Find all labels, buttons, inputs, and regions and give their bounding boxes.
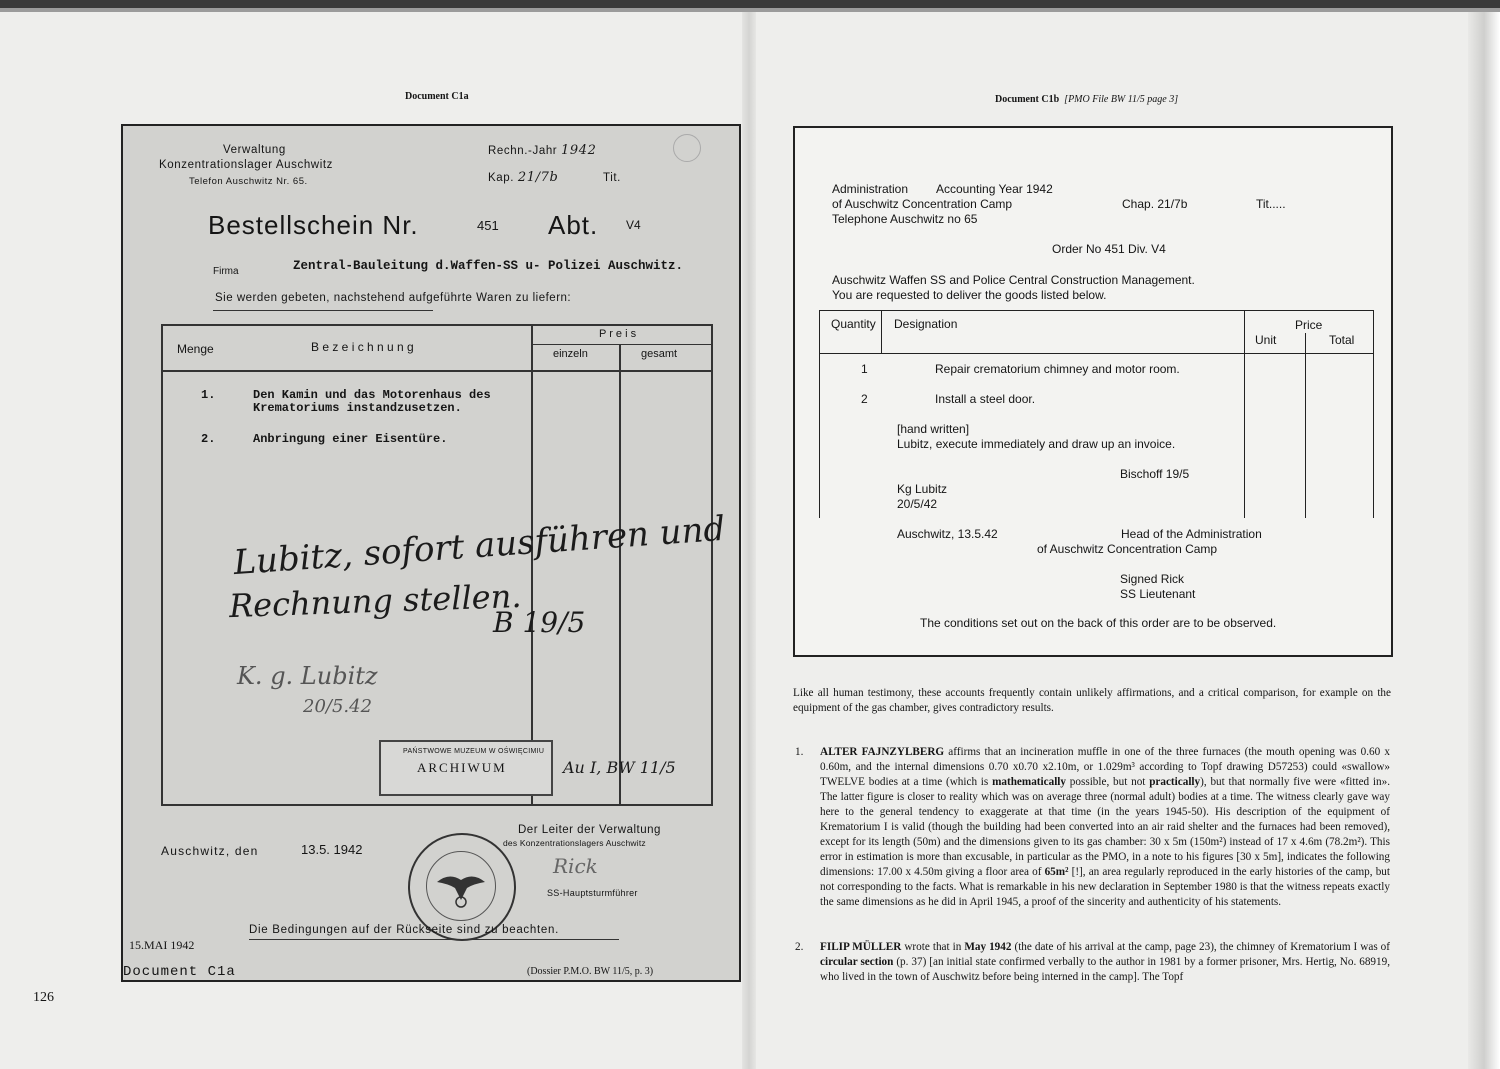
tr-request: You are requested to deliver the goods listed below. [832, 288, 1107, 302]
tr-r2-qty: 2 [861, 392, 868, 406]
scan-kap: Kap. 21/7b [488, 170, 559, 185]
scan-doc-label: Document C1a [123, 964, 236, 980]
tr-kg-date: 20/5/42 [897, 497, 938, 511]
row1-line2: Krematoriums instandzusetzen. [253, 401, 462, 415]
scan-conditions: Die Bedingungen auf der Rückseite sind zu beachten. [249, 924, 559, 936]
row1-line1: Den Kamin und das Motorenhaus des [253, 388, 491, 402]
seal-eagle-icon [426, 851, 496, 921]
tr-hw1: [hand written] [897, 422, 970, 436]
scan-admin: Verwaltung [223, 144, 286, 156]
scan-place: Auschwitz, den [161, 844, 259, 858]
translation-box [793, 126, 1393, 657]
item2-text: FILIP MÜLLER wrote that in May 1942 (the date of his arrival at the camp, page 23), the chimney of Krematorium I was of circular section (p. 37) [an initial state confirmed verbally to the author in 1981 by a former prisoner, Mrs. Hertig, No. 68919, who lived in the town of Auschwitz before being interned in the camp]. The Topf [820, 941, 1391, 983]
col-bezeichnung: B e z e i c h n u n g [311, 340, 414, 354]
handwriting-signature: B 19/5 [493, 606, 586, 639]
tr-col-total: Total [1329, 333, 1355, 347]
request-underline [213, 310, 433, 311]
caption-left: Document C1a [405, 91, 469, 102]
tr-admin: Administration [832, 182, 909, 196]
page-right-edge [1468, 12, 1500, 1069]
tr-r1-qty: 1 [861, 362, 868, 376]
col-gesamt: gesamt [641, 348, 678, 360]
scan-abt-label: Abt. [548, 210, 599, 240]
page-number: 126 [33, 990, 54, 1005]
tr-conditions: The conditions set out on the back of this order are to be observed. [920, 616, 1277, 630]
tr-chap: Chap. 21/7b [1122, 197, 1188, 211]
handwriting-kg: K. g. Lubitz [237, 662, 378, 690]
scan-order-title: Bestellschein Nr. [208, 210, 419, 240]
tr-col-unit: Unit [1255, 333, 1277, 347]
tr-head1: Head of the Administration [1121, 527, 1262, 541]
scan-order-no: 451 [477, 218, 499, 233]
scan-request: Sie werden gebeten, nachstehend aufgeführte Waren zu liefern: [215, 292, 572, 304]
scan-abt-value: V4 [626, 218, 641, 232]
row1-no: 1. [201, 388, 216, 402]
tr-r2: Install a steel door. [935, 392, 1036, 406]
archive-stamp: PAŃSTWOWE MUZEUM W OŚWIĘCIMIU ARCHIWUM [379, 740, 553, 796]
book-gutter [742, 12, 756, 1069]
tr-bischoff: Bischoff 19/5 [1120, 467, 1190, 481]
tr-col-qty: Quantity [831, 317, 876, 331]
tr-rank: SS Lieutenant [1120, 587, 1196, 601]
corner-mark [673, 134, 701, 162]
scan-date: 13.5. 1942 [301, 842, 363, 857]
scan-dossier: (Dossier P.M.O. BW 11/5, p. 3) [527, 966, 654, 977]
scan-rank: SS-Hauptsturmführer [547, 888, 638, 898]
item2-number: 2. [795, 941, 804, 953]
scan-goods-table [161, 324, 727, 806]
archive-ref: Au I, BW 11/5 [563, 758, 676, 777]
scan-phone: Telefon Auschwitz Nr. 65. [189, 176, 308, 187]
handwriting-line2: Rechnung stellen. [228, 576, 523, 626]
tr-year: Accounting Year 1942 [936, 182, 1053, 196]
item1-number: 1. [795, 746, 804, 758]
col-preis: P r e i s [599, 328, 637, 340]
conditions-underline [249, 939, 619, 940]
tr-firm: Auschwitz Waffen SS and Police Central Construction Management. [832, 273, 1195, 287]
col-einzeln: einzeln [553, 348, 588, 360]
scan-tit: Tit. [603, 172, 621, 184]
scan-firma-value: Zentral-Bauleitung d.Waffen-SS u- Polizei Auschwitz. [293, 259, 684, 273]
tr-col-desig: Designation [894, 317, 958, 331]
tr-head2: of Auschwitz Concentration Camp [1037, 542, 1218, 556]
tr-kg: Kg Lubitz [897, 482, 948, 496]
scan-leiter: Der Leiter der Verwaltung [518, 824, 661, 836]
scan-camp: Konzentrationslager Auschwitz [159, 159, 334, 171]
tr-phone: Telephone Auschwitz no 65 [832, 212, 978, 226]
item1-text: ALTER FAJNZYLBERG affirms that an incineration muffle in one of the three furnaces (the mouth opening was 0.60 x 0.60m, and the internal dimensions 0.70 x0.70 x2.10m, or 1.029m³ according to Topf drawing D57253) could «swallow» TWELVE bodies at a time (which is mathematically possible, but not practically), but that normally five were «fitted in». The latter figure is closer to reality which was on average three (normal adult) bodies at a time. The witness clearly gave way here to the general tendency to exaggerate at that time (in the years 1945-50). His description of the equipment of Krematorium I is valid (though the building had been converted into an air raid shelter and the furnaces had been removed), except for its length (50m) and the dimensions given to its gas chamber: 30 x 5m (150m²) instead of 17 x 4.6m (78.2m²). This error in estimation is more than excusable, in particular as the PMO, in a note to his figures [30 x 5m], indicates the following dimensions: 17.00 x 4.50m giving a floor area of 65m² [!], an area regularly reproduced in the early histories of the camp, but not corresponding to the facts. What is remarkable in his new declaration in September 1980 is that the witness repeats exactly the same dimensions as he did in April 1945, a proof of the sincerity and authenticity of his statements. [820, 746, 1390, 908]
tr-col-price: Price [1295, 318, 1323, 332]
handwriting-line1: Lubitz, sofort ausführen und [232, 508, 727, 584]
tr-r1: Repair crematorium chimney and motor room. [935, 362, 1180, 376]
scan-firma-label: Firma [213, 266, 239, 277]
intro-paragraph: Like all human testimony, these accounts frequently contain unlikely affirmations, and a critical comparison, for example on the equipment of the gas chamber, gives contradictory results. [793, 687, 1391, 714]
handwriting-date: 20/5.42 [303, 696, 373, 717]
scan-signature: Rick [553, 854, 598, 878]
scanned-order-form [121, 124, 741, 982]
tr-signed: Signed Rick [1120, 572, 1185, 586]
tr-tit: Tit..... [1256, 197, 1286, 211]
scan-leiter-camp: des Konzentrationslagers Auschwitz [503, 838, 646, 848]
tr-order: Order No 451 Div. V4 [1052, 242, 1166, 256]
list-item [795, 745, 1390, 925]
tr-hw2: Lubitz, execute immediately and draw up an invoice. [897, 437, 1176, 451]
row2-text: Anbringung einer Eisentüre. [253, 432, 448, 446]
col-menge: Menge [177, 342, 214, 356]
caption-right: Document C1b [PMO File BW 11/5 page 3] [995, 94, 1179, 105]
date-stamp: 15.MAI 1942 [129, 938, 195, 952]
scan-top-edge [0, 0, 1500, 8]
list-item [795, 940, 1390, 990]
scan-year: Rechn.-Jahr 1942 [488, 143, 597, 158]
row2-no: 2. [201, 432, 216, 446]
tr-camp: of Auschwitz Concentration Camp [832, 197, 1013, 211]
tr-place: Auschwitz, 13.5.42 [897, 527, 998, 541]
